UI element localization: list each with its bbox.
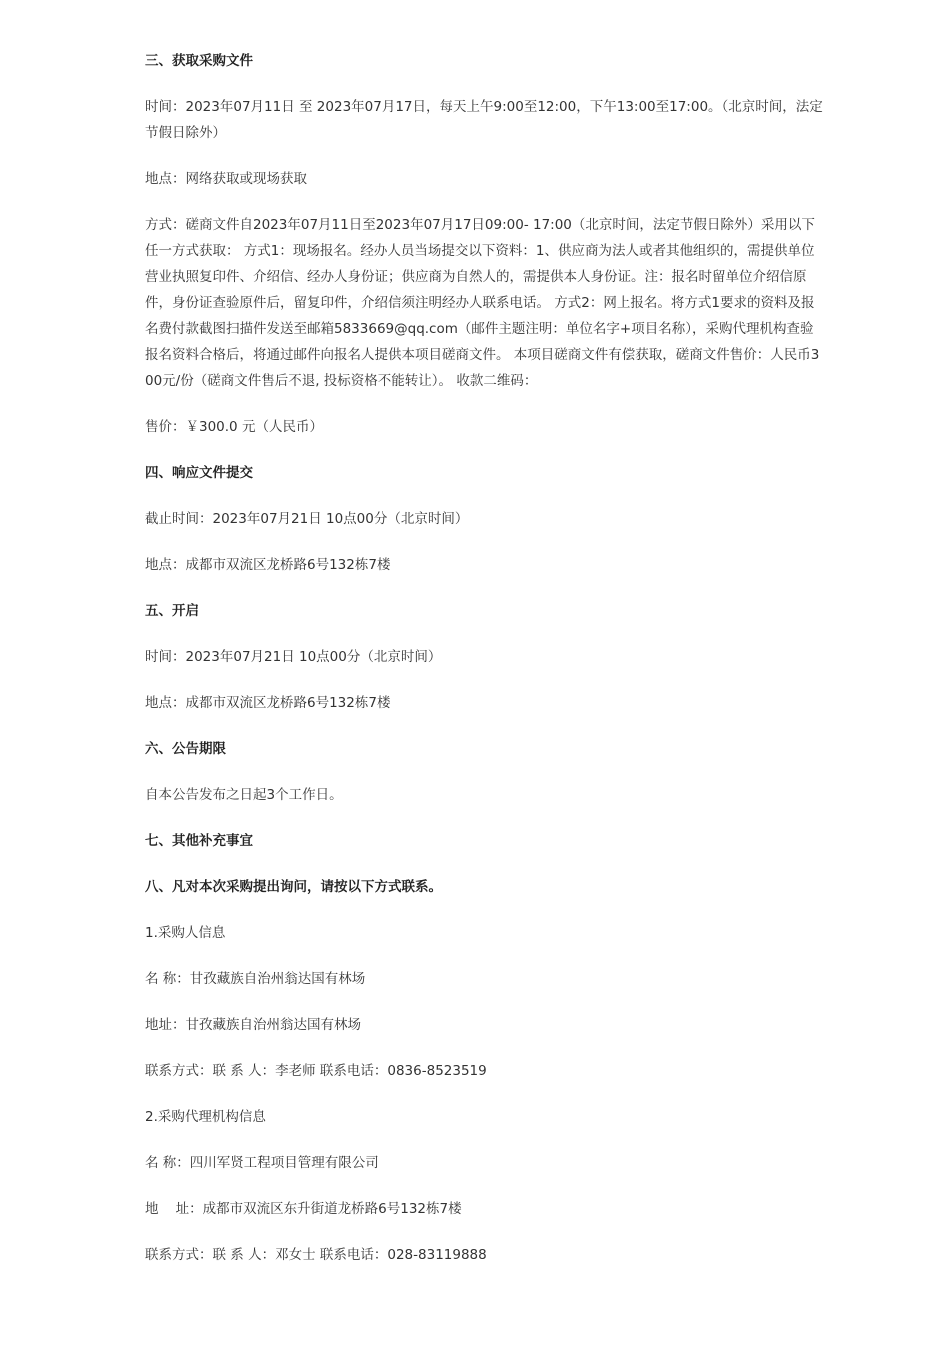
agency-contact: 联系方式：联 系 人：邓女士 联系电话：028-83119888 bbox=[145, 1247, 487, 1263]
submission-location: 地点：成都市双流区龙桥路6号132栋7楼 bbox=[145, 557, 391, 573]
obtain-location: 地点：网络获取或现场获取 bbox=[145, 171, 307, 187]
submission-deadline: 截止时间：2023年07月21日 10点00分（北京时间） bbox=[145, 511, 469, 527]
obtain-time: 时间：2023年07月11日 至 2023年07月17日，每天上午9:00至12:00，下午13:00至17:00。（北京时间，法定节假日除外） bbox=[145, 99, 823, 141]
opening-location: 地点：成都市双流区龙桥路6号132栋7楼 bbox=[145, 695, 391, 711]
purchaser-name: 名 称：甘孜藏族自治州翁达国有林场 bbox=[145, 971, 366, 987]
document-price: 售价：￥300.0 元（人民币） bbox=[145, 419, 323, 435]
purchaser-contact: 联系方式：联 系 人：李老师 联系电话：0836-8523519 bbox=[145, 1063, 487, 1079]
notice-period-text: 自本公告发布之日起3个工作日。 bbox=[145, 787, 343, 803]
section-heading-other-matters: 七、其他补充事宜 bbox=[145, 833, 253, 849]
opening-time: 时间：2023年07月21日 10点00分（北京时间） bbox=[145, 649, 442, 665]
purchaser-address: 地址：甘孜藏族自治州翁达国有林场 bbox=[145, 1017, 361, 1033]
section-heading-opening: 五、开启 bbox=[145, 603, 199, 619]
section-heading-obtain-documents: 三、获取采购文件 bbox=[145, 53, 253, 69]
section-heading-notice-period: 六、公告期限 bbox=[145, 741, 226, 757]
agency-address: 地 址：成都市双流区东升街道龙桥路6号132栋7楼 bbox=[145, 1201, 462, 1217]
agency-info-title: 2.采购代理机构信息 bbox=[145, 1109, 266, 1125]
section-heading-response-submission: 四、响应文件提交 bbox=[145, 465, 253, 481]
section-heading-contact: 八、凡对本次采购提出询问，请按以下方式联系。 bbox=[145, 879, 442, 895]
announcement-content bbox=[145, 48, 825, 1288]
obtain-method: 方式：磋商文件自2023年07月11日至2023年07月17日09:00- 17:00（北京时间，法定节假日除外）采用以下任一方式获取： 方式1：现场报名。经办人员当场提交以下资料：1、供应商为法人或者其他组织的，需提供单位营业执照复印件、介绍信、经办人身份证；供应商为自然人的，需提供本人身份证。注：报名时留单位介绍信原件，身份证查验原件后，留复印件，介绍信须注明经办人联系电话。 方式2：网上报名。将方式1要求的资料及报名费付款截图扫描件发送至邮箱5833669@qq.com（邮件主题注明：单位名字+项目名称），采购代理机构查验报名资料合格后，将通过邮件向报名人提供本项目磋商文件。 本项目磋商文件有偿获取，磋商文件售价：人民币300元/份（磋商文件售后不退, 投标资格不能转让）。 收款二维码： bbox=[145, 217, 820, 389]
agency-name: 名 称：四川军贤工程项目管理有限公司 bbox=[145, 1155, 379, 1171]
purchaser-info-title: 1.采购人信息 bbox=[145, 925, 226, 941]
